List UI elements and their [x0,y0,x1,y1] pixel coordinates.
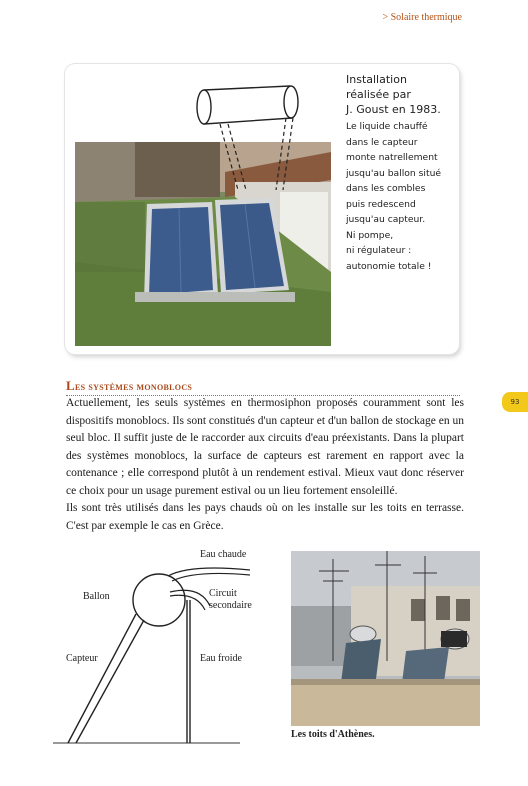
label-ballon: Ballon [83,591,110,602]
caption-line: ni régulateur : [346,245,412,256]
caption-line: monte natrellement [346,152,438,163]
figure-caption [346,72,456,274]
caption-lead-line: Installation [346,73,407,86]
caption-line: Ni pompe, [346,229,394,241]
label-eau-froide: Eau froide [200,653,242,664]
caption-line: Le liquide chauffé [346,121,428,132]
caption-lead-line: réalisée par [346,88,411,101]
caption-line: puis redescend [346,198,416,210]
label-circuit-secondaire: Circuit secondaire [209,588,252,611]
caption-line: jusqu'au capteur. [346,214,426,225]
caption-line: autonomie totale ! [346,260,432,272]
caption-line: dans les combles [346,183,426,194]
tank-sketch [190,80,310,190]
paragraph: Actuellement, les seuls systèmes en thermosiphon proposés couramment sont les dispositifs monoblocs. Ils sont constitués d'un capteur et d'un ballon de stockage en un seul bloc. Il suffit juste de le raccorder aux circuits d'eau préexistants. Dans la plupart des systèmes monoblocs, la surface de capteurs est rarement en rapport avec la contenance ; elle correspond plutôt à un rendement estival. Mieux vaut donc réserver ce choix pour un usage purement estival ou un lieu fortement ensoleillé. [66,397,464,497]
monobloc-diagram [50,540,250,750]
caption-line: dans le capteur [346,136,418,148]
page-number-tab: 93 [502,392,528,412]
section-title: Les systèmes monoblocs [66,378,460,396]
caption-line: jusqu'au ballon situé [346,167,442,179]
section-header: > Solaire thermique [382,12,462,23]
body-text [66,395,464,535]
label-capteur: Capteur [66,653,98,664]
athens-rooftops-photo [291,551,480,726]
caption-lead-line: J. Goust en 1983. [346,103,441,116]
photo-caption: Les toits d'Athènes. [291,729,375,740]
paragraph: Ils sont très utilisés dans les pays chauds où on les installe sur les toits en terrasse. C'est par exemple le cas en Grèce. [66,502,464,532]
label-eau-chaude: Eau chaude [200,549,247,560]
